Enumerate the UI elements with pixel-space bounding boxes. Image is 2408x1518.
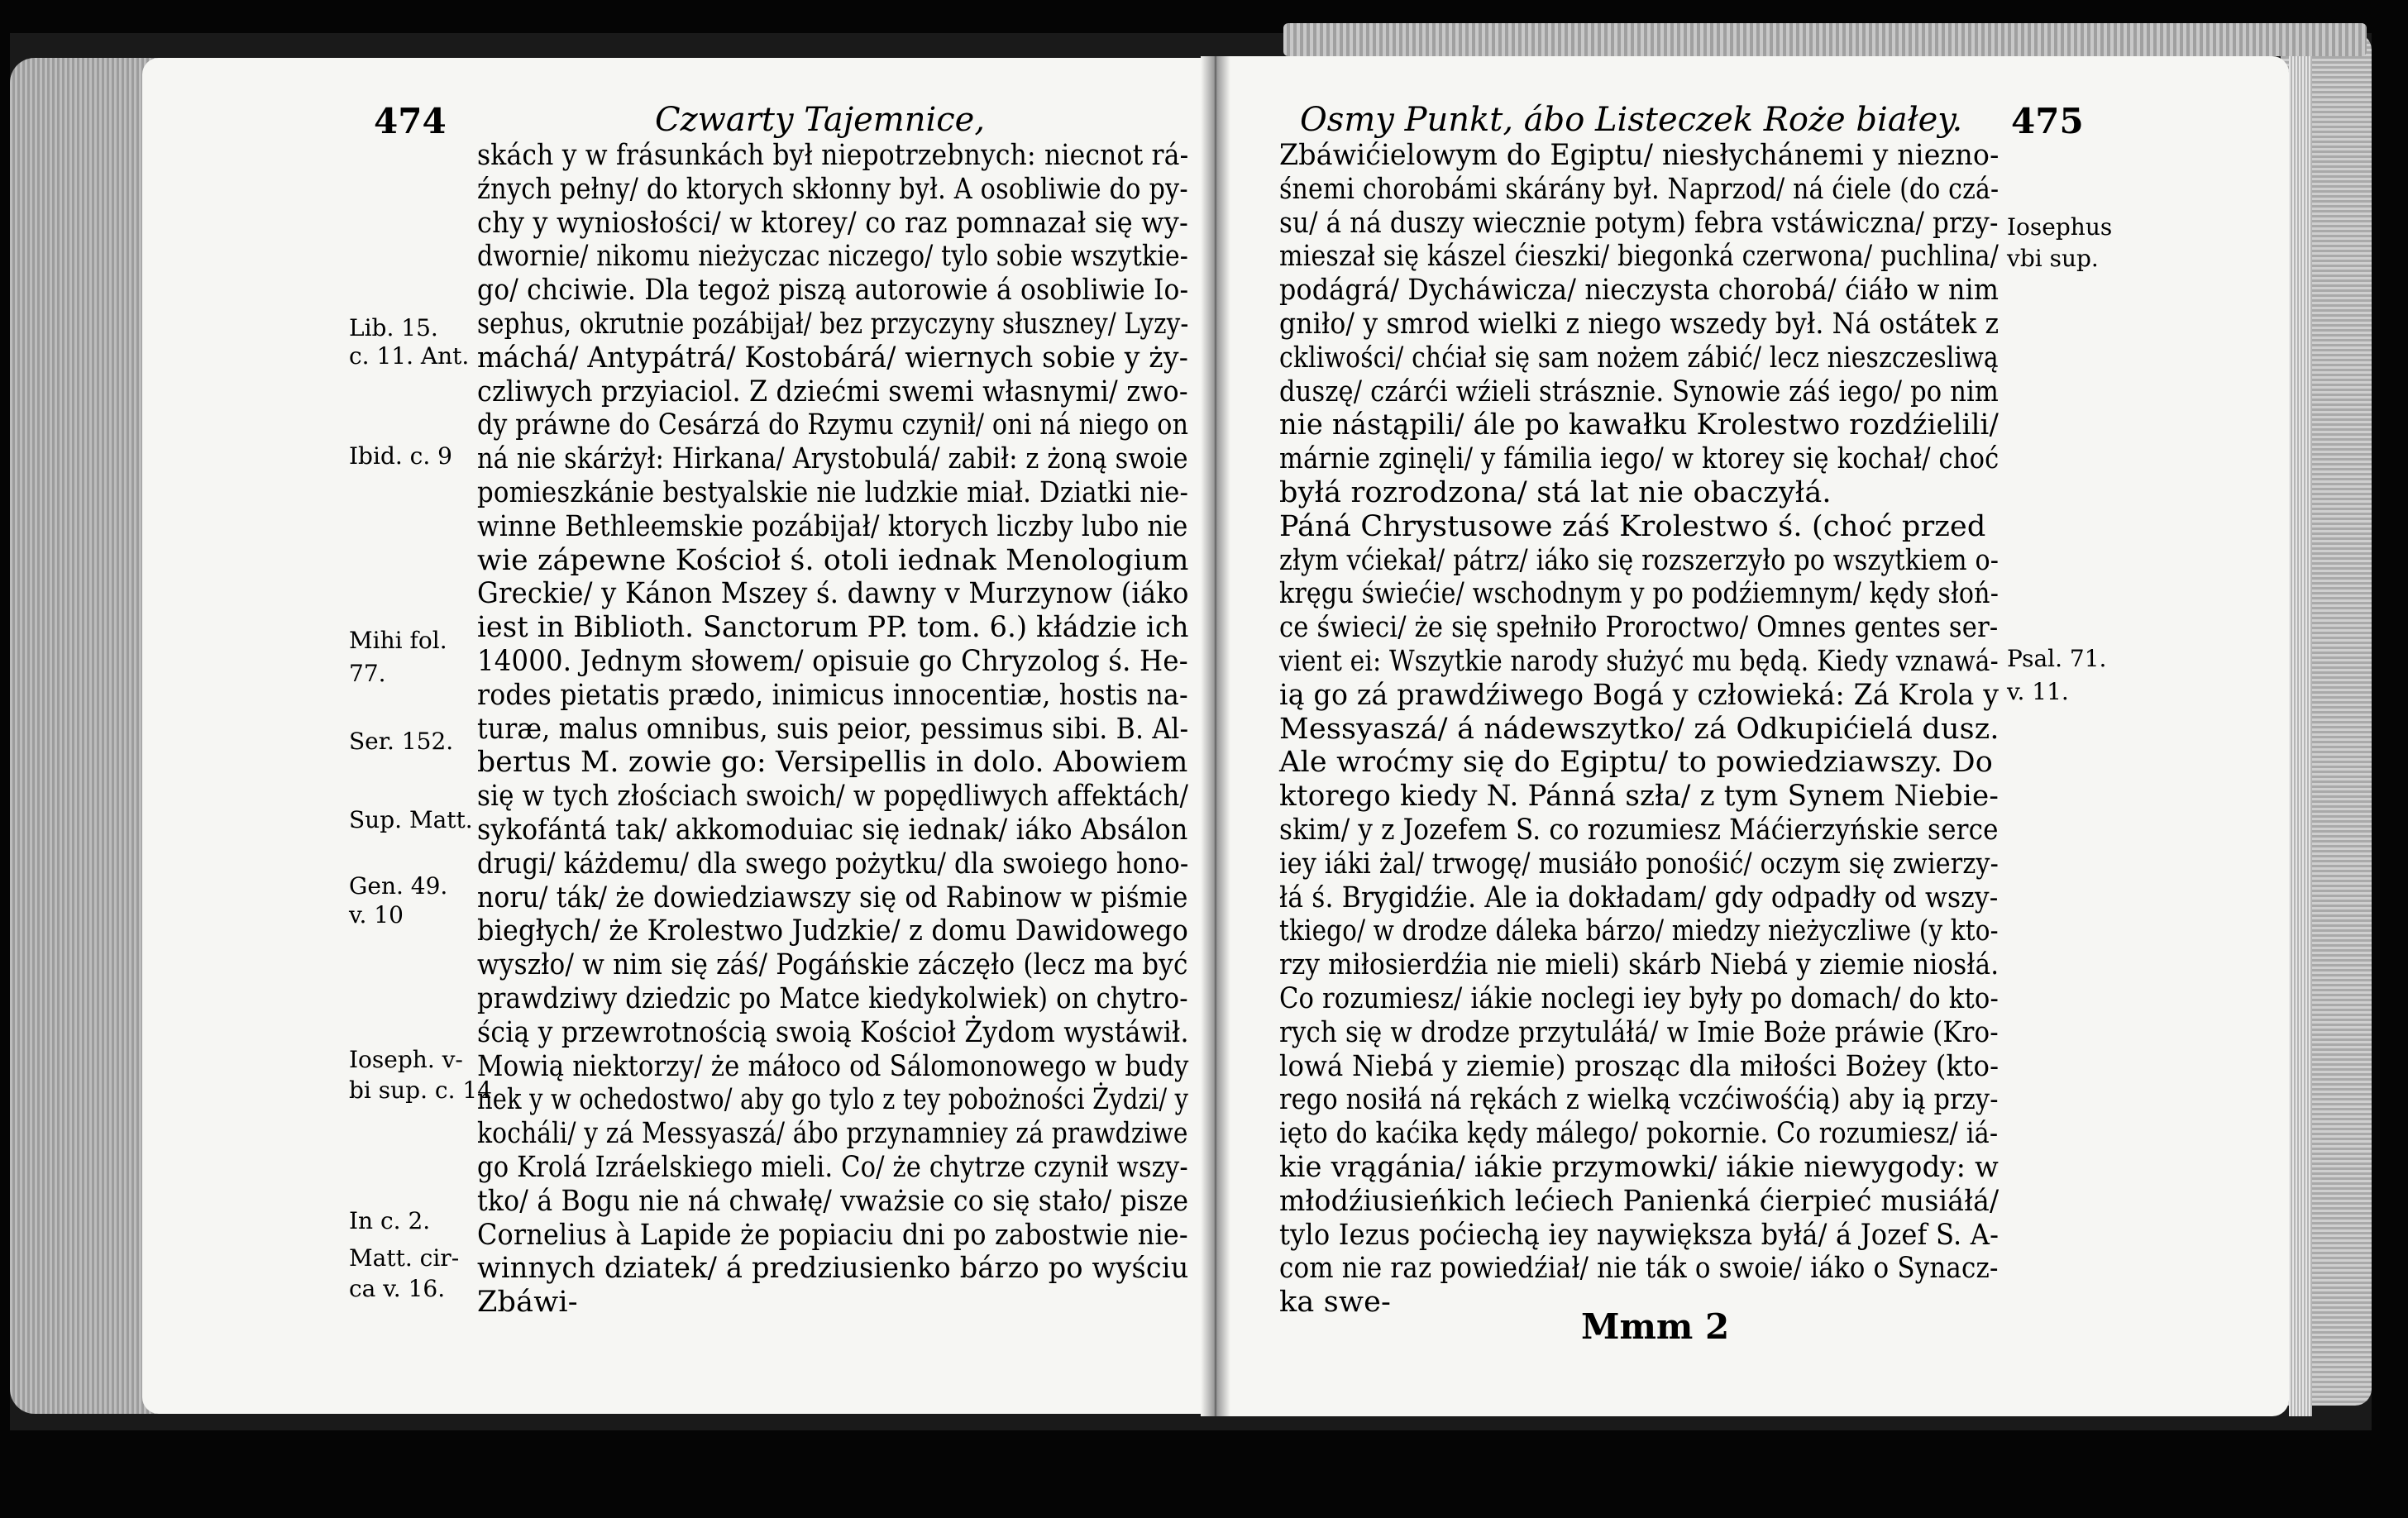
text-line: duszę/ czárći wźieli strásznie. Synowie záś iego/ po nim xyxy=(1279,375,1999,408)
text-line: winne Bethleemskie pozábijał/ ktorych liczby lubo nie xyxy=(477,509,1188,543)
text-line: Zbáwi- xyxy=(477,1286,578,1320)
text-line: kie vrągánia/ iákie przymowki/ iákie niewygody: w xyxy=(1279,1151,1999,1184)
margin-note: 77. xyxy=(349,660,386,687)
text-line: ná nie skárżył: Hirkana/ Arystobulá/ zabił: z żoną swoie xyxy=(477,442,1188,476)
text-line: ięto do kaćika kędy málego/ pokornie. Co rozumiesz/ iá- xyxy=(1279,1117,1999,1151)
text-line: byłá rozrodzona/ stá lat nie obaczyłá. xyxy=(1279,476,1832,509)
margin-note: Gen. 49. xyxy=(349,872,448,900)
text-line: winnych dziatek/ á predziusienko bárzo po wyściu xyxy=(477,1252,1189,1286)
running-head-right: Osmy Punkt, ábo Listeczek Roże białey. xyxy=(1300,101,1963,139)
text-line: skim/ y z Jozefem S. co rozumiesz Máćierzyńskie serce xyxy=(1279,814,1999,847)
text-line: ią go zá prawdźiwego Bogá y człowieká: Zá Krola y xyxy=(1279,678,1999,712)
text-line: Páná Chrystusowe záś Krolestwo ś. (choć przed xyxy=(1279,509,1986,543)
text-line: źnych pełny/ do ktorych skłonny był. A osobliwie do py- xyxy=(477,172,1188,206)
text-line: młodźiusieńkich lećiech Panienká ćierpieć musiáłá/ xyxy=(1279,1184,1999,1218)
text-line: ce świeci/ że się spełniło Proroctwo/ Omnes gentes ser- xyxy=(1279,611,1999,645)
text-line: wyszło/ w nim się záś/ Pogáńskie záczęło (lecz ma być xyxy=(477,948,1188,982)
margin-note: bi sup. c. 14 xyxy=(349,1076,493,1104)
text-line: ckliwości/ chćiał się sam nożem zábić/ lecz nieszczesliwą xyxy=(1279,341,1999,375)
page-edges xyxy=(2289,56,2312,1416)
text-line: noru/ ták/ że dowiedziawszy się od Rabinow w piśmie xyxy=(477,881,1188,914)
text-line: kręgu świećie/ wschodnym y po podźiemnym/ kędy słoń- xyxy=(1279,577,1999,611)
text-line: vient ei: Wszytkie narody służyć mu będą. Kiedy vznawá- xyxy=(1279,645,1999,678)
margin-note: Lib. 15. xyxy=(349,314,438,341)
margin-note: In c. 2. xyxy=(349,1207,431,1234)
signature-mark: Mmm 2 xyxy=(1581,1306,1730,1347)
text-line: iest in Biblioth. Sanctorum PP. tom. 6.) kłádzie ich xyxy=(477,611,1189,645)
text-line: gniło/ y smrod wielki z niego wszedy był. Ná ostátek z xyxy=(1279,308,1999,341)
text-line: lowá Niebá y ziemie) prosząc dla miłości Bożey (kto- xyxy=(1279,1049,1999,1083)
text-line: mieszał się kászel ćieszki/ biegonká czerwona/ puchlina/ xyxy=(1279,240,1999,274)
text-line: chy y wyniosłości/ w ktorey/ co raz pomnazał się wy- xyxy=(477,206,1188,240)
text-line: nek y w ochedostwo/ aby go tylo z tey pobożności Żydzi/ y xyxy=(477,1083,1189,1117)
text-line: podágrá/ Dycháwicza/ nieczysta chorobá/ ćiáło w nim xyxy=(1279,274,1999,308)
text-line: nie nástąpili/ ále po kawałku Krolestwo rozdźielili/ xyxy=(1279,408,1999,442)
running-head-left: Czwarty Tajemnice, xyxy=(655,101,986,139)
page-number-right: 475 xyxy=(2011,101,2084,141)
text-line: márnie zginęli/ y fámilia iego/ w ktorey się kochał/ choć xyxy=(1279,442,1999,476)
text-line: su/ á ná duszy wiecznie potym) febra vstáwiczna/ przy- xyxy=(1279,206,1999,240)
text-line: dy práwne do Cesárzá do Rzymu czynił/ oni ná niego on xyxy=(477,408,1189,442)
text-line: sykofántá tak/ akkomoduiac się iednak/ iáko Absálon xyxy=(477,814,1188,847)
margin-note: Sup. Matt. xyxy=(349,806,473,833)
margin-note: Mihi fol. xyxy=(349,627,447,654)
text-line: wie zápewne Kościoł ś. otoli iednak Menologium xyxy=(477,543,1189,577)
margin-note: Ser. 152. xyxy=(349,728,454,755)
text-line: Co rozumiesz/ iákie noclegi iey były po domach/ do kto- xyxy=(1279,982,1999,1015)
text-line: łá ś. Brygidźie. Ale ia dokładam/ gdy odpadły od wszy- xyxy=(1279,881,1999,914)
book-gutter xyxy=(1201,56,1230,1416)
text-line: ktorego kiedy N. Pánná szła/ z tym Synem Niebie- xyxy=(1279,780,1999,814)
margin-note: Ibid. c. 9 xyxy=(349,442,452,470)
text-line: rodes pietatis prædo, inimicus innocentiæ, hostis na- xyxy=(477,678,1188,712)
text-line: rych się w drodze przytuláłá/ w Imie Boże práwie (Kro- xyxy=(1279,1015,1999,1049)
text-line: Messyaszá/ á nádewszytko/ zá Odkupićielá dusz. xyxy=(1279,712,1999,746)
text-line: tylo Iezus poćiechą iey naywiększa byłá/ á Jozef S. A- xyxy=(1279,1218,1999,1252)
text-line: Ale wroćmy się do Egiptu/ to powiedziawszy. Do xyxy=(1279,746,1994,780)
text-line: dwornie/ nikomu nieżyczac niczego/ tylo sobie wszytkie- xyxy=(477,240,1189,274)
text-line: máchá/ Antypátrá/ Kostobárá/ wiernych sobie y ży- xyxy=(477,341,1189,375)
text-line: rzy miłosierdźia nie mieli) skárb Niebá y ziemie niosłá. xyxy=(1279,948,1999,982)
cloth-cover-top xyxy=(1283,23,2367,56)
text-line: Mowią niektorzy/ że máłoco od Sálomonowego w budy xyxy=(477,1049,1189,1083)
text-line: go Krolá Izráelskiego mieli. Co/ że chytrze czynił wszy- xyxy=(477,1151,1188,1184)
text-line: sephus, okrutnie pozábijał/ bez przyczyny słuszney/ Lyzy- xyxy=(477,308,1189,341)
text-line: się w tych złościach swoich/ w popędliwych affektách/ xyxy=(477,780,1189,814)
text-line: drugi/ káżdemu/ dla swego pożytku/ dla swoiego hono- xyxy=(477,847,1189,881)
text-line: Greckie/ y Kánon Mszey ś. dawny v Murzynow (iáko xyxy=(477,577,1189,611)
text-line: ścią y przewrotnością swoią Kościoł Żydom wystáwił. xyxy=(477,1015,1189,1049)
text-line: czliwych przyiaciol. Z dziećmi swemi własnymi/ zwo- xyxy=(477,375,1188,408)
text-line: 14000. Jednym słowem/ opisuie go Chryzolog ś. He- xyxy=(477,645,1188,678)
text-line: iey iáki żal/ trwogę/ musiáło ponośić/ oczym się zwierzy- xyxy=(1279,847,1999,881)
text-line: turæ, malus omnibus, suis peior, pessimus sibi. B. Al- xyxy=(477,712,1189,746)
margin-note: vbi sup. xyxy=(2007,245,2099,272)
text-line: go/ chciwie. Dla tegoż piszą autorowie á osobliwie Io- xyxy=(477,274,1189,308)
text-line: Cornelius à Lapide że popiaciu dni po zabostwie nie- xyxy=(477,1218,1188,1252)
text-line: tko/ á Bogu nie ná chwałę/ vważsie co się stało/ pisze xyxy=(477,1184,1189,1218)
text-line: pomieszkánie bestyalskie nie ludzkie miał. Dziatki nie- xyxy=(477,476,1189,509)
text-line: tkiego/ w drodze dáleka bárzo/ miedzy nieżyczliwe (y kto- xyxy=(1279,914,1999,948)
page-number-left: 474 xyxy=(374,101,447,141)
margin-note: v. 11. xyxy=(2007,678,2069,705)
text-line: skách y w frásunkách był niepotrzebnych: niecnot rá- xyxy=(477,139,1189,172)
text-line: prawdziwy dziedzic po Matce kiedykolwiek) on chytro- xyxy=(477,982,1188,1015)
text-line: złym vćiekał/ pátrz/ iáko się rozszerzyło po wszytkiem o- xyxy=(1279,543,1999,577)
text-line: śnemi chorobámi skárány był. Naprzod/ ná ćiele (do czá- xyxy=(1279,172,1999,206)
margin-note: Iosephus xyxy=(2007,213,2113,241)
text-line: rego nosiłá ná rękách z wielką vczćiwośćią) aby ią przy- xyxy=(1279,1083,1999,1117)
text-line: ka swe- xyxy=(1279,1286,1392,1320)
margin-note: v. 10 xyxy=(349,901,404,928)
text-line: biegłych/ że Krolestwo Judzkie/ z domu Dawidowego xyxy=(477,914,1189,948)
text-line: Zbáwićielowym do Egiptu/ niesłychánemi y niezno- xyxy=(1279,139,1999,172)
text-line: kocháli/ y zá Messyaszá/ ábo przynamniey zá prawdziwe xyxy=(477,1117,1188,1151)
margin-note: Matt. cir- xyxy=(349,1244,460,1272)
margin-note: c. 11. Ant. xyxy=(349,342,470,370)
book xyxy=(10,33,2372,1430)
margin-note: Ioseph. v- xyxy=(349,1046,463,1073)
text-line: com nie raz powiedźiał/ nie ták o swoie/ iáko o Synacz- xyxy=(1279,1252,1999,1286)
text-line: bertus M. zowie go: Versipellis in dolo. Abowiem xyxy=(477,746,1188,780)
margin-note: Psal. 71. xyxy=(2007,645,2107,672)
margin-note: ca v. 16. xyxy=(349,1275,446,1302)
